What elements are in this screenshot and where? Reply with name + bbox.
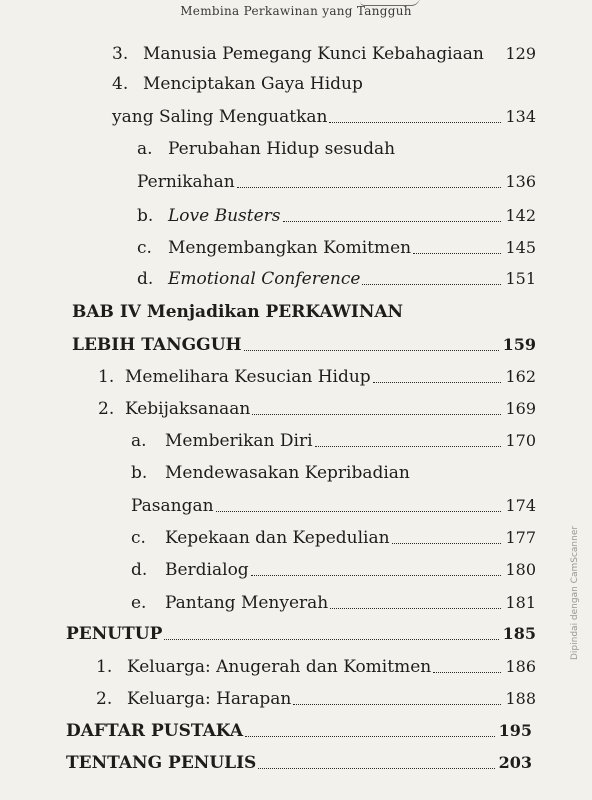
- dot-leader: [397, 154, 532, 155]
- toc-entry-number: e.: [131, 593, 147, 613]
- toc-entry-number: 1.: [98, 367, 115, 387]
- toc-entry-title: Berdialog: [165, 560, 249, 580]
- toc-entry-page-number: 151: [505, 269, 536, 288]
- toc-entry[interactable]: [66, 614, 536, 644]
- toc-entry[interactable]: [137, 228, 536, 258]
- toc-entry-page-number: 188: [505, 689, 536, 708]
- dot-leader: [237, 186, 502, 188]
- toc-entry-number: d.: [131, 560, 148, 580]
- scanner-watermark: Dipindai dengan CamScanner: [570, 525, 580, 660]
- toc-entry-title: Memberikan Diri: [165, 431, 313, 451]
- toc-entry[interactable]: [131, 486, 536, 516]
- toc-entry-page-number: 134: [505, 107, 536, 126]
- toc-entry-number: a.: [137, 139, 153, 159]
- dot-leader: [486, 59, 502, 60]
- toc-entry[interactable]: [66, 743, 532, 773]
- toc-entry[interactable]: [112, 64, 536, 94]
- toc-entry-page-number: 181: [505, 593, 536, 612]
- toc-entry-title: Menciptakan Gaya Hidup: [143, 74, 363, 94]
- toc-entry[interactable]: [96, 679, 536, 709]
- toc-entry[interactable]: [98, 357, 536, 387]
- toc-entry[interactable]: [66, 711, 532, 741]
- toc-entry-page-number: 136: [505, 172, 536, 191]
- toc-entry-number: b.: [131, 463, 148, 483]
- dot-leader: [315, 445, 502, 447]
- toc-entry-page-number: 159: [502, 335, 536, 354]
- dot-leader: [329, 121, 501, 123]
- toc-entry-number: 2.: [96, 689, 113, 709]
- dot-leader: [251, 574, 502, 576]
- dot-leader: [244, 349, 499, 351]
- dot-leader: [252, 413, 501, 415]
- toc-entry[interactable]: [131, 550, 536, 580]
- toc-entry[interactable]: [137, 162, 536, 192]
- dot-leader: [413, 252, 501, 254]
- dot-leader: [245, 735, 495, 737]
- dot-leader: [258, 767, 494, 769]
- toc-entry[interactable]: [131, 518, 536, 548]
- toc-entry-title: Kebijaksanaan: [125, 399, 251, 419]
- toc-entry-title: Kepekaan dan Kepedulian: [165, 528, 390, 548]
- toc-entry[interactable]: [137, 259, 536, 289]
- toc-entry-title: Mendewasakan Kepribadian: [165, 463, 410, 483]
- toc-entry[interactable]: [72, 325, 536, 355]
- toc-entry-title: Keluarga: Anugerah dan Komitmen: [127, 657, 432, 677]
- toc-entry[interactable]: [98, 389, 536, 419]
- toc-entry-title: Perubahan Hidup sesudah: [168, 139, 396, 159]
- toc-entry-number: 2.: [98, 399, 115, 419]
- toc-entry-title: Memelihara Kesucian Hidup: [125, 367, 371, 387]
- toc-entry[interactable]: [131, 421, 536, 451]
- toc-entry-title: Manusia Pemegang Kunci Kebahagiaan: [143, 44, 484, 64]
- dot-leader: [433, 671, 501, 673]
- toc-entry[interactable]: [131, 453, 536, 483]
- dot-leader: [412, 478, 532, 479]
- dot-leader: [164, 638, 498, 640]
- toc-entry-title: Mengembangkan Komitmen: [168, 238, 412, 258]
- toc-entry-page-number: 174: [505, 496, 536, 515]
- toc-entry-page-number: 142: [505, 206, 536, 225]
- toc-entry-number: 1.: [96, 657, 113, 677]
- toc-entry-number: b.: [137, 206, 154, 226]
- toc-entry-title: DAFTAR PUSTAKA: [66, 721, 244, 741]
- toc-entry-number: c.: [131, 528, 146, 548]
- toc-entry-title: Love Busters: [168, 206, 281, 226]
- dot-leader: [362, 283, 501, 285]
- toc-entry-page-number: 195: [498, 721, 532, 740]
- dot-leader: [405, 317, 532, 318]
- dot-leader: [216, 510, 502, 512]
- running-header-title: Membina Perkawinan yang Tangguh: [180, 4, 412, 18]
- dot-leader: [392, 542, 502, 544]
- toc-entry-number: c.: [137, 238, 152, 258]
- toc-entry-number: d.: [137, 269, 154, 289]
- toc-entry[interactable]: [137, 196, 536, 226]
- dot-leader: [373, 381, 502, 383]
- toc-entry-number: a.: [131, 431, 147, 451]
- toc-entry-page-number: 185: [502, 624, 536, 643]
- toc-entry-title: PENUTUP: [66, 624, 163, 644]
- toc-entry-page-number: 169: [505, 399, 536, 418]
- toc-entry-title: Emotional Conference: [168, 269, 361, 289]
- toc-entry-title: Pasangan: [131, 496, 214, 516]
- toc-entry[interactable]: [112, 34, 536, 64]
- toc-entry[interactable]: [72, 292, 536, 322]
- dot-leader: [330, 607, 501, 609]
- toc-entry-page-number: 129: [505, 44, 536, 63]
- toc-entry-title: TENTANG PENULIS: [66, 753, 257, 773]
- toc-entry-title: BAB IV Menjadikan PERKAWINAN: [72, 302, 404, 322]
- toc-entry-page-number: 145: [505, 238, 536, 257]
- toc-entry-number: 4.: [112, 74, 129, 94]
- toc-entry[interactable]: [96, 647, 536, 677]
- toc-entry-page-number: 177: [505, 528, 536, 547]
- toc-entry[interactable]: [112, 97, 536, 127]
- toc-entry-page-number: 180: [505, 560, 536, 579]
- toc-entry-number: 3.: [112, 44, 129, 64]
- toc-entry-page-number: 203: [498, 753, 532, 772]
- dot-leader: [293, 703, 501, 705]
- toc-entry-title: LEBIH TANGGUH: [72, 335, 242, 355]
- toc-entry-title: Pantang Menyerah: [165, 593, 329, 613]
- toc-entry[interactable]: [137, 129, 536, 159]
- toc-entry-page-number: 186: [505, 657, 536, 676]
- toc-entry-title: yang Saling Menguatkan: [112, 107, 328, 127]
- toc-entry-title: Keluarga: Harapan: [127, 689, 292, 709]
- toc-entry-page-number: 162: [505, 367, 536, 386]
- dot-leader: [283, 220, 502, 222]
- toc-entry-page-number: 170: [505, 431, 536, 450]
- toc-entry[interactable]: [131, 583, 536, 613]
- toc-entry-title: Pernikahan: [137, 172, 235, 192]
- dot-leader: [365, 89, 532, 90]
